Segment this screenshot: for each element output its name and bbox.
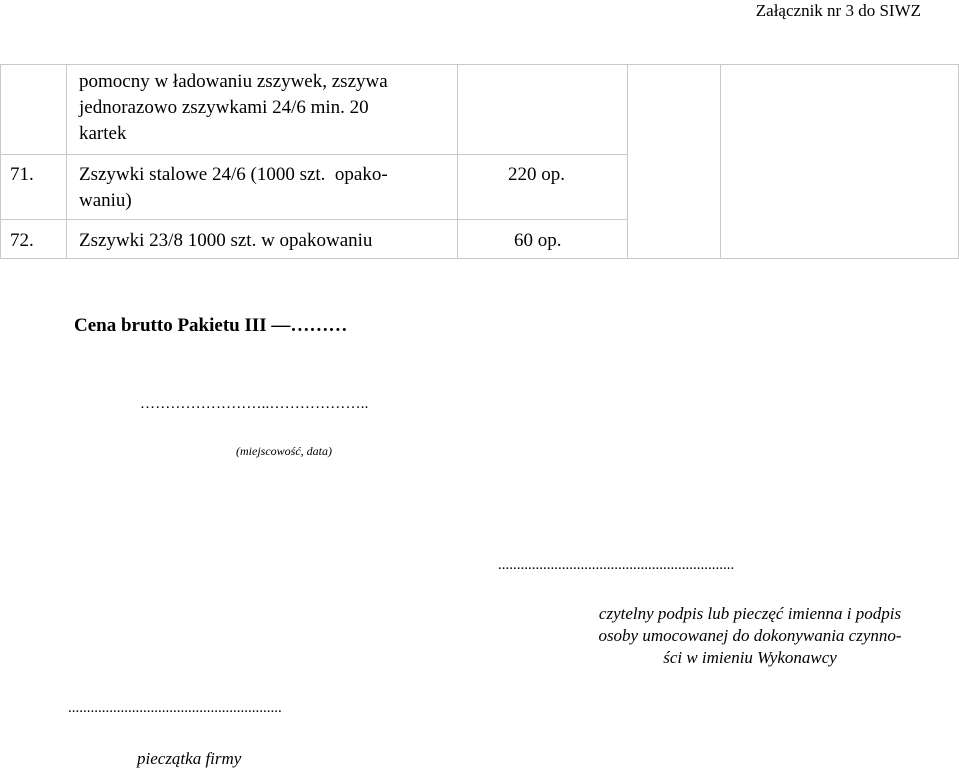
description-line: waniu) (79, 190, 132, 211)
package-price-label: Cena brutto Pakietu III —……… (74, 315, 348, 336)
description-line: pomocny w ładowaniu zszywek, zszywa (79, 71, 388, 92)
item-description-continued (79, 69, 459, 147)
signature-caption-line: ści w imieniu Wykonawcy (663, 648, 837, 667)
table-col-separator (627, 64, 628, 259)
table-row-separator (0, 219, 627, 220)
signature-caption-line: osoby umocowanej do dokonywania czynno- (598, 626, 902, 645)
item-quantity: 220 op. (508, 164, 565, 185)
table-col-separator (0, 64, 1, 259)
item-description (79, 228, 372, 254)
description-line: Zszywki 23/8 1000 szt. w opakowaniu (79, 230, 373, 251)
description-line: kartek (79, 123, 127, 144)
item-number: 72. (10, 230, 34, 251)
table-border-top (0, 64, 959, 65)
signature-caption-line: czytelny podpis lub pieczęć imienna i podpis (598, 604, 902, 623)
place-date-caption: (miejscowość, data) (236, 444, 332, 458)
table-border-bottom (0, 258, 959, 259)
signature-dots: ............................................................... (498, 557, 735, 573)
description-line: Zszywki stalowe 24/6 (1000 szt. opako- (79, 164, 388, 185)
items-table (0, 64, 959, 259)
item-description (79, 162, 459, 214)
table-col-separator (66, 64, 67, 259)
item-number: 71. (10, 164, 34, 185)
item-quantity: 60 op. (514, 230, 562, 251)
stamp-dots: ......................................................... (68, 700, 282, 716)
stamp-caption: pieczątka firmy (137, 749, 242, 768)
attachment-note: Załącznik nr 3 do SIWZ (755, 1, 921, 20)
signature-caption (570, 603, 930, 669)
table-row-separator (0, 154, 627, 155)
description-line: jednorazowo zszywkami 24/6 min. 20 (79, 97, 369, 118)
table-col-separator (720, 64, 721, 259)
place-date-dots: ……………………..……………….. (140, 396, 369, 412)
